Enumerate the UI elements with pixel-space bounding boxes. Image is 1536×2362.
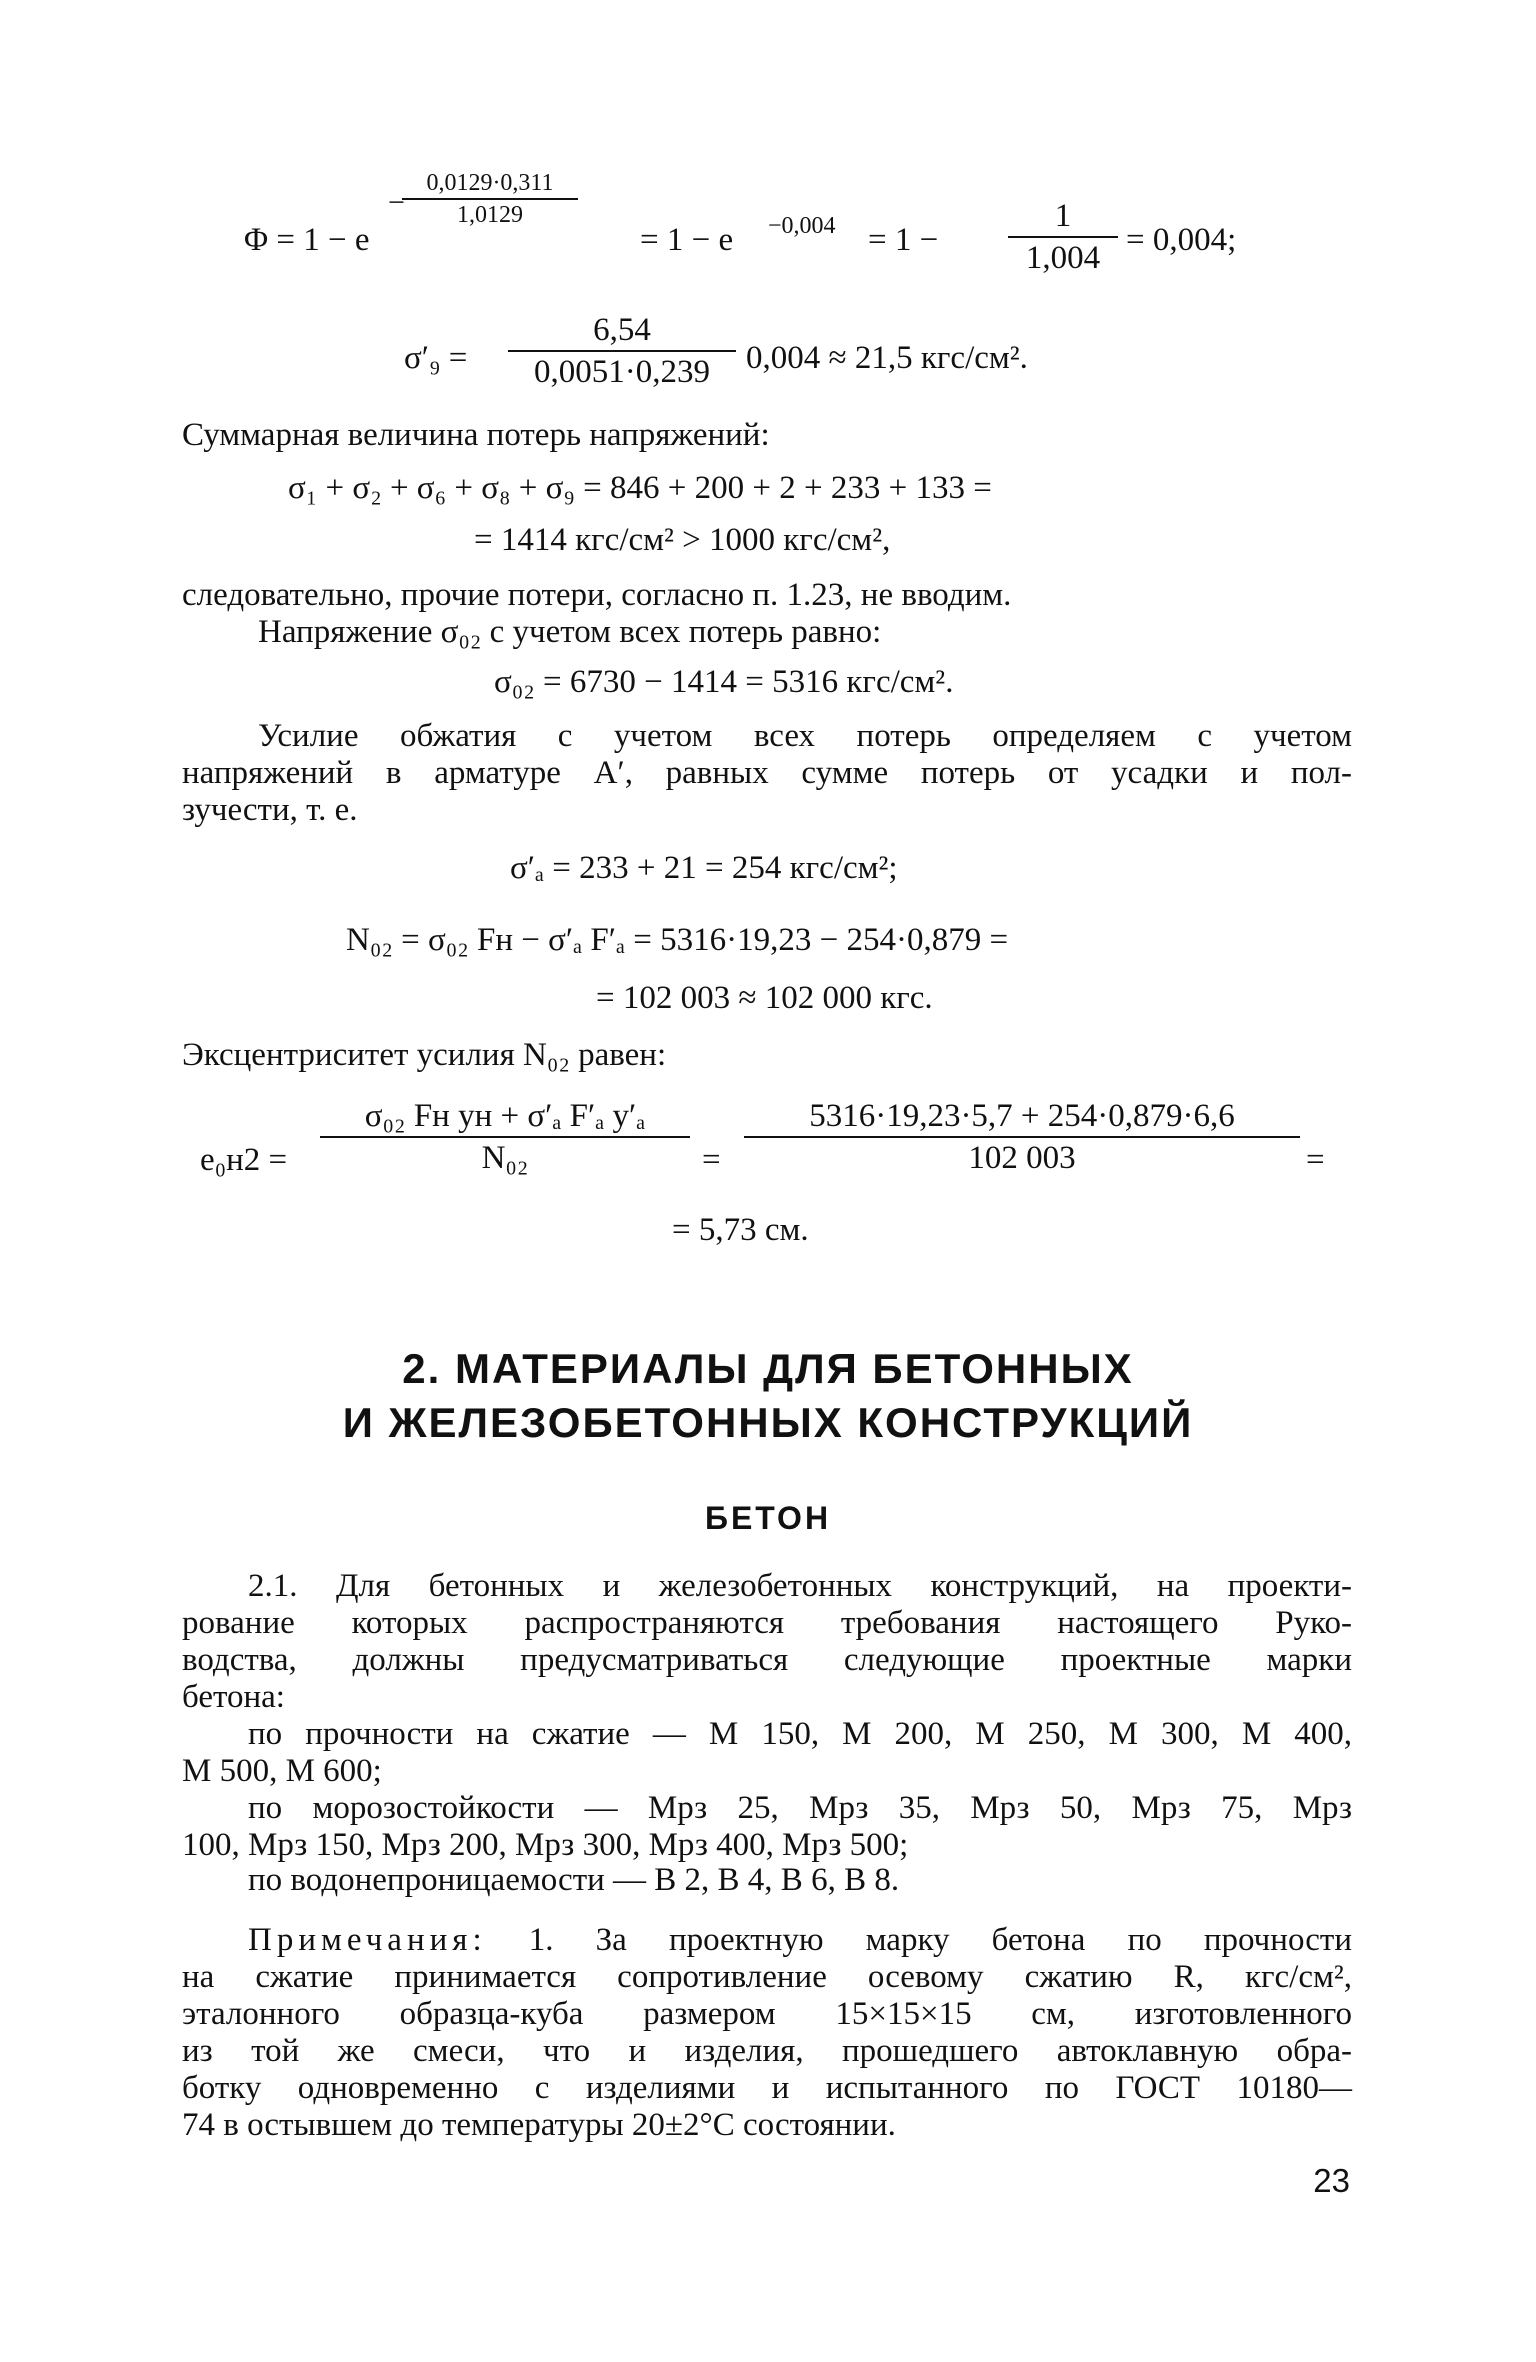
- paragraph-2-1: [182, 1568, 1352, 1716]
- sigma9-fraction: [508, 310, 736, 392]
- phi-exp2: −0,004: [768, 213, 836, 239]
- phi-eq1: = 1 − e: [640, 222, 734, 258]
- phi-fraction-denominator: 1,004: [1025, 240, 1101, 276]
- section-subtitle: БЕТОН: [704, 1500, 832, 1536]
- n02-line-2: = 102 003 ≈ 102 000 кгс.: [596, 980, 933, 1016]
- ecc-fraction-2: [744, 1096, 1300, 1178]
- force-line: зучести, т. е.: [182, 792, 358, 828]
- phi-exponent-fraction: [402, 168, 578, 230]
- frost-list: [182, 1790, 1352, 1864]
- phi-exponent-numerator: 0,0129·0,311: [426, 170, 554, 196]
- phi-exponent-denominator: 1,0129: [457, 202, 523, 228]
- minus-sign: −: [388, 186, 405, 219]
- frost-line: 100, Мрз 150, Мрз 200, Мрз 300, Мрз 400, Мрз 500;: [182, 1827, 909, 1863]
- notes-line: ботку одновременно с изделиями и испытанного по ГОСТ 10180—: [182, 2070, 1352, 2106]
- notes-line: из той же смеси, что и изделия, прошедшего автоклавную обра-: [182, 2033, 1352, 2069]
- phi-fraction-numerator: 1: [1054, 198, 1072, 234]
- notes-line: на сжатие принимается сопротивление осевому сжатию R, кгс/см²,: [182, 1959, 1352, 1995]
- sum-line-1: σ₁ + σ₂ + σ₆ + σ₈ + σ₉ = 846 + 200 + 2 + 233 + 133 =: [288, 470, 992, 506]
- water-line: по водонепроницаемости — В 2, В 4, В 6, В 8.: [248, 1862, 900, 1898]
- stress-intro: Напряжение σ₀₂ с учетом всех потерь равно:: [258, 614, 882, 650]
- strength-line: по прочности на сжатие — М 150, М 200, М 250, М 300, М 400,: [248, 1716, 1352, 1752]
- page-number: 23: [1313, 2162, 1350, 2199]
- sigma9-denominator: 0,0051·0,239: [534, 354, 710, 390]
- strength-list: [182, 1716, 1352, 1790]
- notes-text: 1. За проектную марку бетона по прочности: [486, 1922, 1352, 1958]
- ecc-tail: =: [1306, 1142, 1325, 1178]
- frost-line: по морозостойкости — Мрз 25, Мрз 35, Мрз 50, Мрз 75, Мрз: [248, 1790, 1352, 1826]
- therefore-text: следовательно, прочие потери, согласно п. 1.23, не вводим.: [182, 577, 1012, 613]
- total-loss-intro: Суммарная величина потерь напряжений:: [182, 417, 770, 453]
- paragraph-line: водства, должны предусматриваться следующие проектные марки: [182, 1642, 1352, 1678]
- phi-fraction: [1008, 196, 1118, 278]
- paragraph-line: 2.1. Для бетонных и железобетонных конструкций, на проекти-: [248, 1568, 1352, 1604]
- phi-lhs: Φ = 1 − e: [244, 222, 370, 258]
- sigma9-rhs: 0,004 ≈ 21,5 кгс/см².: [746, 340, 1028, 376]
- n02-line-1: N₀₂ = σ₀₂ Fн − σ′ₐ F′ₐ = 5316·19,23 − 254·0,879 =: [346, 922, 1009, 958]
- notes-paragraph: [182, 1922, 1352, 2144]
- ecc-eq: =: [702, 1142, 721, 1178]
- ecc-denominator-2: 102 003: [968, 1140, 1076, 1176]
- ecc-result: = 5,73 см.: [672, 1212, 809, 1248]
- phi-result: = 0,004;: [1126, 222, 1237, 258]
- sigma-a-formula: σ′ₐ = 233 + 21 = 254 кгс/см²;: [510, 850, 898, 886]
- paragraph-line: бетона:: [182, 1679, 285, 1715]
- ecc-numerator-2: 5316·19,23·5,7 + 254·0,879·6,6: [809, 1098, 1235, 1134]
- notes-label: Примечания:: [248, 1922, 487, 1958]
- paragraph-line: рование которых распространяются требования настоящего Руко-: [182, 1605, 1352, 1641]
- eccentricity-intro: Эксцентриситет усилия N₀₂ равен:: [182, 1037, 667, 1073]
- ecc-lhs: e₀н2 =: [200, 1142, 288, 1178]
- force-line: Усилие обжатия с учетом всех потерь определяем с учетом: [258, 718, 1352, 754]
- force-line: напряжений в арматуре A′, равных сумме потерь от усадки и пол-: [182, 755, 1352, 791]
- notes-line: 74 в остывшем до температуры 20±2°С состоянии.: [182, 2107, 896, 2143]
- strength-line: М 500, М 600;: [182, 1753, 382, 1789]
- section-title-line-2: И ЖЕЛЕЗОБЕТОННЫХ КОНСТРУКЦИЙ: [342, 1399, 1194, 1446]
- ecc-numerator-1: σ₀₂ Fн yн + σ′ₐ F′ₐ y′ₐ: [364, 1098, 646, 1134]
- sigma02-formula: σ₀₂ = 6730 − 1414 = 5316 кгс/см².: [494, 664, 954, 700]
- ecc-denominator-1: N₀₂: [481, 1140, 529, 1176]
- notes-line: [182, 1922, 1352, 1959]
- section-title-line-1: 2. МАТЕРИАЛЫ ДЛЯ БЕТОННЫХ: [402, 1345, 1134, 1392]
- phi-eq2: = 1 −: [868, 222, 939, 258]
- ecc-fraction-1: [320, 1096, 690, 1178]
- sigma9-lhs: σ′₉ =: [404, 340, 468, 376]
- sum-line-2: = 1414 кгс/см² > 1000 кгс/см²,: [474, 522, 891, 558]
- force-paragraph: [182, 718, 1352, 829]
- sigma9-numerator: 6,54: [593, 312, 651, 348]
- notes-line: эталонного образца-куба размером 15×15×15 см, изготовленного: [182, 1996, 1352, 2032]
